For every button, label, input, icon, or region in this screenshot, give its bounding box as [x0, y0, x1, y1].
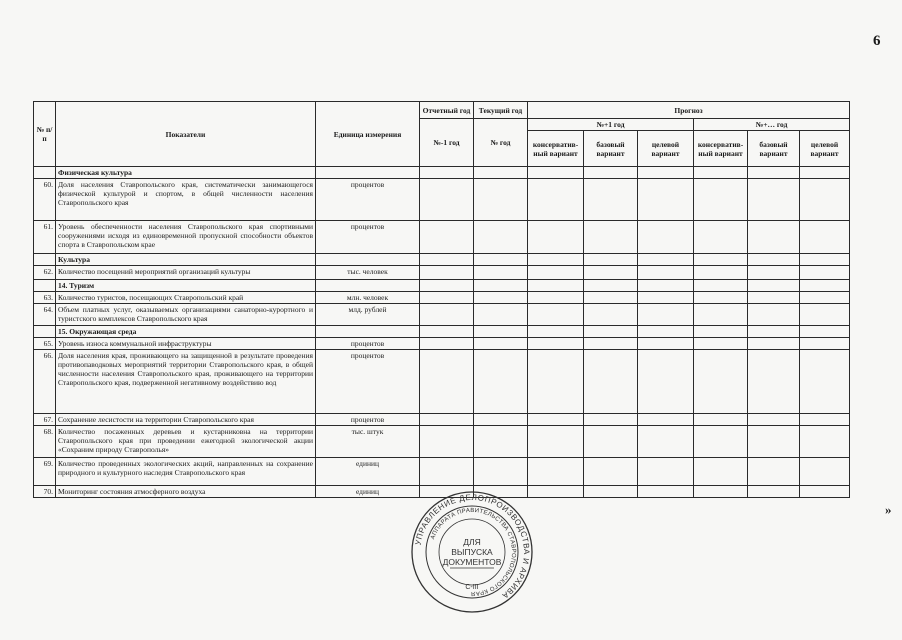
value-cell	[420, 292, 474, 304]
header-indicators: Показатели	[56, 102, 316, 167]
stamp-inner-text: АППАРАТА ПРАВИТЕЛЬСТВА СТАВРОПОЛЬСКОГО КРАЯ	[430, 507, 517, 597]
value-cell	[694, 458, 748, 486]
section-row	[34, 280, 850, 292]
table-row	[34, 350, 850, 414]
indicator-text: Мониторинг состояния атмосферного воздуха	[56, 486, 316, 498]
value-cell	[800, 338, 850, 350]
unit-of-measure: процентов	[316, 221, 420, 254]
value-cell	[584, 304, 638, 326]
table-body	[34, 167, 850, 498]
value-cell	[638, 486, 694, 498]
value-cell	[584, 292, 638, 304]
value-cell	[800, 179, 850, 221]
indicator-text: Количество посещений мероприятий организаций культуры	[56, 266, 316, 280]
row-number: 62.	[34, 266, 56, 280]
value-cell	[638, 266, 694, 280]
table-row	[34, 266, 850, 280]
value-cell	[528, 338, 584, 350]
indicator-text: Уровень обеспеченности населения Ставропольского края спортивными сооружениями исходя из единовременной пропускной способности объектов спорта в Ставропольском крае	[56, 221, 316, 254]
value-cell	[694, 486, 748, 498]
section-row	[34, 326, 850, 338]
header-forecast: Прогноз	[528, 102, 850, 119]
value-cell	[638, 292, 694, 304]
row-number: 70.	[34, 486, 56, 498]
value-cell	[584, 179, 638, 221]
value-cell	[694, 426, 748, 458]
value-cell	[638, 304, 694, 326]
value-cell	[474, 350, 528, 414]
header-current-year: Текущий год	[474, 102, 528, 119]
unit-of-measure: процентов	[316, 338, 420, 350]
value-cell	[528, 292, 584, 304]
value-cell	[638, 221, 694, 254]
header-year-n1: №+1 год	[528, 119, 694, 131]
value-cell	[474, 426, 528, 458]
value-cell	[474, 338, 528, 350]
header-num: № п/п	[34, 102, 56, 167]
table-row	[34, 292, 850, 304]
table-row	[34, 458, 850, 486]
value-cell	[638, 426, 694, 458]
table-row	[34, 304, 850, 326]
value-cell	[584, 426, 638, 458]
value-cell	[638, 350, 694, 414]
indicator-text: Доля населения края, проживающего на защищенной в результате проведения противопаводковых мероприятий территории Ставропольского края, в общей численности населения Ставропольского края, проживающего на территории Ставропольского края, подверженной негативному воздействию вод	[56, 350, 316, 414]
value-cell	[748, 414, 800, 426]
value-cell	[638, 338, 694, 350]
header-target-2: целевой вариант	[800, 131, 850, 167]
value-cell	[528, 458, 584, 486]
value-cell	[800, 266, 850, 280]
value-cell	[694, 266, 748, 280]
value-cell	[694, 179, 748, 221]
trailing-quote-mark: »	[885, 502, 892, 517]
value-cell	[584, 338, 638, 350]
header-report-year: Отчетный год	[420, 102, 474, 119]
header-conservative-2: консерватив-ный вариант	[694, 131, 748, 167]
section-title: Физическая культура	[56, 167, 316, 179]
value-cell	[800, 414, 850, 426]
header-conservative-1: консерватив-ный вариант	[528, 131, 584, 167]
value-cell	[420, 179, 474, 221]
header-base-2: базовый вариант	[748, 131, 800, 167]
section-title: 15. Окружающая среда	[56, 326, 316, 338]
unit-of-measure: тыс. штук	[316, 426, 420, 458]
value-cell	[474, 458, 528, 486]
header-minus1-year: №-1 год	[420, 119, 474, 167]
value-cell	[420, 338, 474, 350]
indicator-text: Сохранение лесистости на территории Ставропольского края	[56, 414, 316, 426]
value-cell	[748, 221, 800, 254]
value-cell	[800, 221, 850, 254]
row-number: 60.	[34, 179, 56, 221]
value-cell	[474, 304, 528, 326]
value-cell	[638, 179, 694, 221]
stamp-center-line: ДЛЯ	[463, 537, 481, 547]
stamp-center-line: ДОКУМЕНТОВ	[442, 557, 502, 567]
section-row	[34, 254, 850, 266]
value-cell	[420, 266, 474, 280]
stamp-outer-text: УПРАВЛЕНИЕ ДЕЛОПРОИЗВОДСТВА И АРХИВА	[413, 492, 532, 601]
row-number: 61.	[34, 221, 56, 254]
unit-of-measure: процентов	[316, 350, 420, 414]
indicator-text: Доля населения Ставропольского края, систематически занимающегося физической культурой и спортом, в общей численности населения Ставропольского края	[56, 179, 316, 221]
row-number: 64.	[34, 304, 56, 326]
value-cell	[528, 426, 584, 458]
value-cell	[748, 350, 800, 414]
value-cell	[528, 486, 584, 498]
value-cell	[584, 486, 638, 498]
value-cell	[474, 266, 528, 280]
value-cell	[584, 414, 638, 426]
official-stamp	[410, 490, 534, 614]
stamp-center-line: ВЫПУСКА	[451, 547, 493, 557]
value-cell	[694, 304, 748, 326]
unit-of-measure: единиц	[316, 458, 420, 486]
value-cell	[748, 426, 800, 458]
unit-of-measure: млд. рублей	[316, 304, 420, 326]
value-cell	[694, 338, 748, 350]
value-cell	[748, 179, 800, 221]
row-number: 63.	[34, 292, 56, 304]
row-number: 65.	[34, 338, 56, 350]
value-cell	[748, 304, 800, 326]
indicator-text: Объем платных услуг, оказываемых организациями санаторно-курортного и туристского комплексов Ставропольского края	[56, 304, 316, 326]
value-cell	[800, 486, 850, 498]
unit-of-measure: процентов	[316, 179, 420, 221]
unit-of-measure: млн. человек	[316, 292, 420, 304]
value-cell	[800, 304, 850, 326]
value-cell	[528, 221, 584, 254]
unit-of-measure: процентов	[316, 414, 420, 426]
value-cell	[800, 458, 850, 486]
unit-of-measure: тыс. человек	[316, 266, 420, 280]
value-cell	[474, 221, 528, 254]
value-cell	[748, 486, 800, 498]
page-number: 6	[873, 33, 881, 49]
value-cell	[474, 414, 528, 426]
value-cell	[584, 458, 638, 486]
value-cell	[800, 426, 850, 458]
value-cell	[748, 458, 800, 486]
value-cell	[638, 458, 694, 486]
stamp-code: С-III	[465, 584, 479, 591]
indicator-text: Количество туристов, посещающих Ставропольский край	[56, 292, 316, 304]
value-cell	[638, 414, 694, 426]
value-cell	[420, 426, 474, 458]
value-cell	[800, 292, 850, 304]
table-row	[34, 338, 850, 350]
value-cell	[420, 414, 474, 426]
header-target-1: целевой вариант	[638, 131, 694, 167]
value-cell	[528, 179, 584, 221]
row-number: 66.	[34, 350, 56, 414]
value-cell	[420, 350, 474, 414]
value-cell	[528, 414, 584, 426]
section-row	[34, 167, 850, 179]
value-cell	[528, 350, 584, 414]
value-cell	[420, 304, 474, 326]
table-row	[34, 414, 850, 426]
indicator-text: Уровень износа коммунальной инфраструктуры	[56, 338, 316, 350]
row-number: 68.	[34, 426, 56, 458]
section-title: Культура	[56, 254, 316, 266]
value-cell	[420, 458, 474, 486]
value-cell	[694, 350, 748, 414]
row-number: 69.	[34, 458, 56, 486]
header-base-1: базовый вариант	[584, 131, 638, 167]
row-number: 67.	[34, 414, 56, 426]
value-cell	[800, 350, 850, 414]
indicators-table	[33, 101, 850, 498]
header-n-year: № год	[474, 119, 528, 167]
value-cell	[694, 414, 748, 426]
indicator-text: Количество посаженных деревьев и кустарниковна на территории Ставропольского края при проведении ежегодной экологической акции «Сохраним природу Ставрополья»	[56, 426, 316, 458]
value-cell	[420, 221, 474, 254]
value-cell	[694, 292, 748, 304]
value-cell	[748, 292, 800, 304]
table-row	[34, 426, 850, 458]
value-cell	[528, 266, 584, 280]
value-cell	[584, 221, 638, 254]
value-cell	[748, 266, 800, 280]
value-cell	[584, 266, 638, 280]
unit-of-measure: единиц	[316, 486, 420, 498]
value-cell	[694, 221, 748, 254]
value-cell	[748, 338, 800, 350]
table-row	[34, 221, 850, 254]
section-title: 14. Туризм	[56, 280, 316, 292]
value-cell	[474, 292, 528, 304]
table-row	[34, 179, 850, 221]
header-year-nplus: №+… год	[694, 119, 850, 131]
header-unit: Единица измерения	[316, 102, 420, 167]
value-cell	[528, 304, 584, 326]
value-cell	[584, 350, 638, 414]
indicator-text: Количество проведенных экологических акций, направленных на сохранение природного и культурного наследия Ставропольского края	[56, 458, 316, 486]
value-cell	[474, 179, 528, 221]
